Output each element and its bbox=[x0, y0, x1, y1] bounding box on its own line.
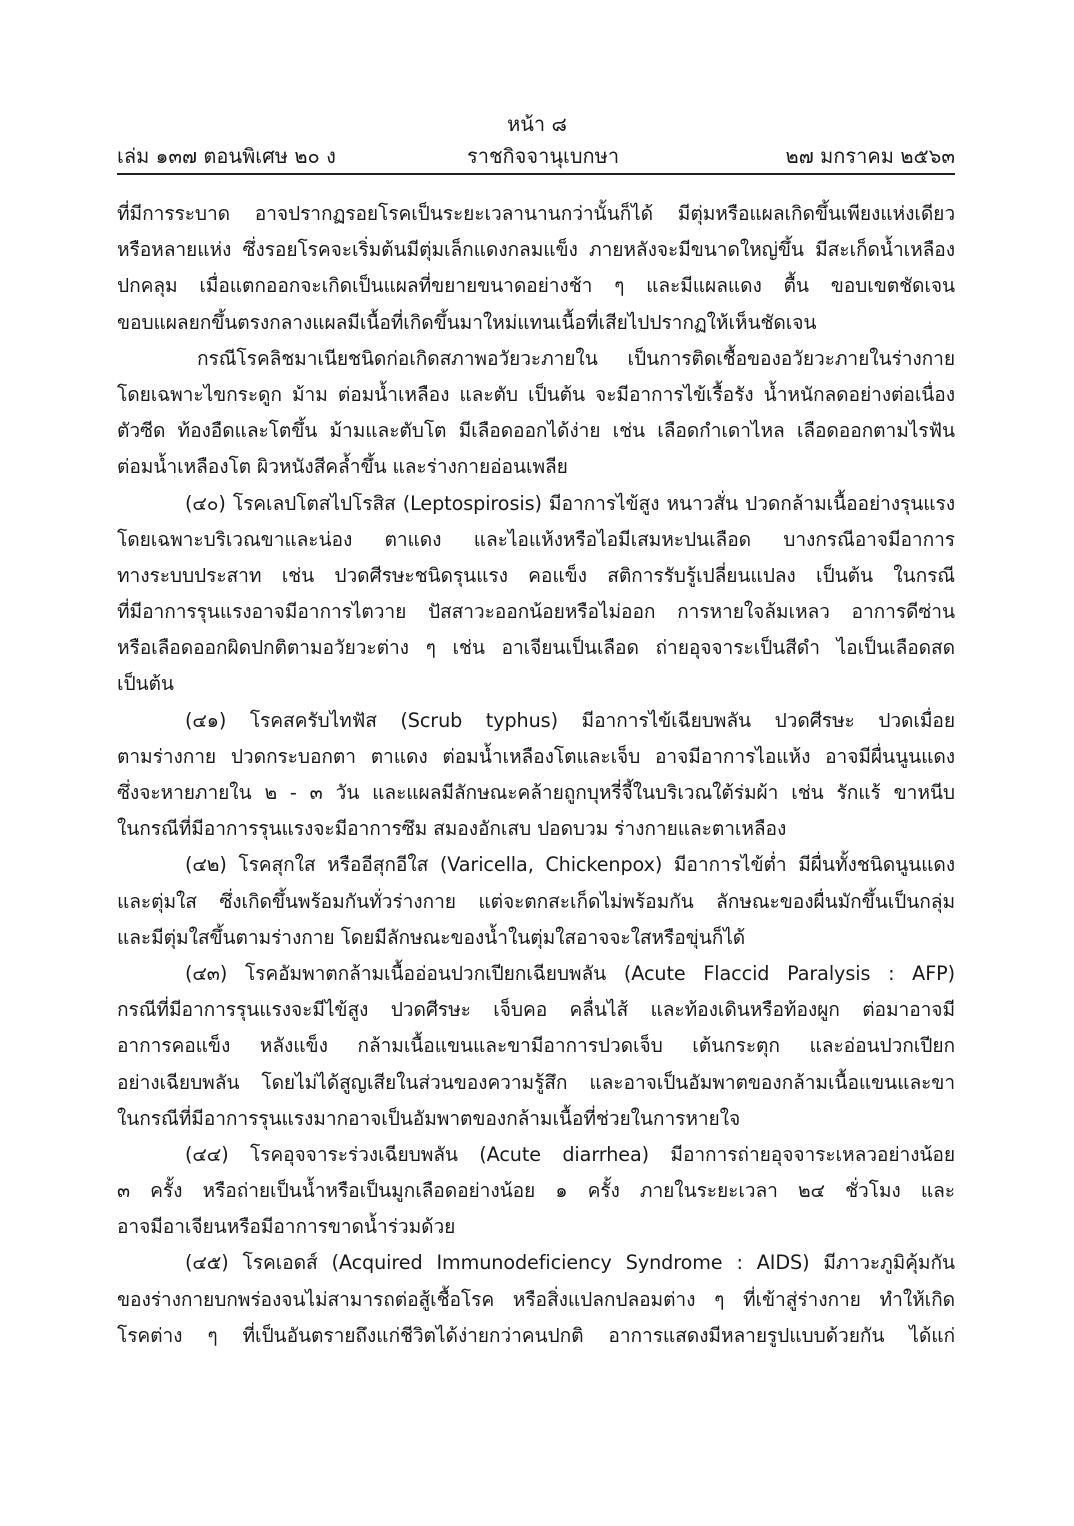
paragraph-first-line: กรณีโรคลิชมาเนียชนิดก่อเกิดสภาพอวัยวะภายใน เป็นการติดเชื้อของอวัยวะภายในร่างกาย bbox=[197, 346, 955, 370]
section-40-heading-line: (๔๐) โรคเลปโตสไปโรสิส (Leptospirosis) มีอาการไข้สูง หนาวสั่น ปวดกล้ามเนื้ออย่างรุนแรง bbox=[185, 491, 955, 515]
text-line: ที่มีอาการรุนแรงอาจมีอาการไตวาย ปัสสาวะออกน้อยหรือไม่ออก การหายใจล้มเหลว อาการดีซ่าน bbox=[117, 600, 955, 624]
header-divider bbox=[117, 173, 955, 175]
text-line: โดยเฉพาะบริเวณขาและน่อง ตาแดง และไอแห้งหรือไอมีเสมหะปนเลือด บางกรณีอาจมีอาการ bbox=[117, 527, 955, 551]
publication-date: ๒๗ มกราคม ๒๕๖๓ bbox=[785, 144, 955, 168]
section-44-heading-line: (๔๔) โรคอุจจาระร่วงเฉียบพลัน (Acute diarrhea) มีอาการถ่ายอุจจาระเหลวอย่างน้อย bbox=[185, 1142, 955, 1166]
page-number: หน้า ๘ bbox=[507, 112, 567, 136]
text-line: และมีตุ่มใสขึ้นตามร่างกาย โดยมีลักษณะของน้ำในตุ่มใสอาจจะใสหรือขุ่นก็ได้ bbox=[117, 925, 746, 949]
text-line: อาการคอแข็ง หลังแข็ง กล้ามเนื้อแขนและขามีอาการปวดเจ็บ เต้นกระตุก และอ่อนปวกเปียก bbox=[117, 1034, 955, 1058]
text-line: ของร่างกายบกพร่องจนไม่สามารถต่อสู้เชื้อโรค หรือสิ่งแปลกปลอมต่าง ๆ ที่เข้าสู่ร่างกาย ทำให้เกิด bbox=[117, 1287, 955, 1311]
document-body bbox=[117, 196, 955, 1354]
text-line: ในกรณีที่มีอาการรุนแรงมากอาจเป็นอัมพาตของกล้ามเนื้อที่ช่วยในการหายใจ bbox=[117, 1106, 741, 1130]
text-line: และตุ่มใส ซึ่งเกิดขึ้นพร้อมกันทั่วร่างกาย แต่จะตกสะเก็ดไม่พร้อมกัน ลักษณะของผื่นมักขึ้นเป็นกลุ่ม bbox=[117, 889, 955, 913]
text-line: ตามร่างกาย ปวดกระบอกตา ตาแดง ต่อมน้ำเหลืองโตและเจ็บ อาจมีอาการไอแห้ง อาจมีผื่นนูนแดง bbox=[117, 744, 955, 768]
text-line: ๓ ครั้ง หรือถ่ายเป็นน้ำหรือเป็นมูกเลือดอย่างน้อย ๑ ครั้ง ภายในระยะเวลา ๒๔ ชั่วโมง และ bbox=[117, 1179, 955, 1203]
text-line: โรคต่าง ๆ ที่เป็นอันตรายถึงแก่ชีวิตได้ง่ายกว่าคนปกติ อาการแสดงมีหลายรูปแบบด้วยกัน ได้แก่ bbox=[117, 1323, 955, 1347]
text-line: ในกรณีที่มีอาการรุนแรงจะมีอาการซึม สมองอักเสบ ปอดบวม ร่างกายและตาเหลือง bbox=[117, 817, 787, 841]
volume-info: เล่ม ๑๓๗ ตอนพิเศษ ๒๐ ง bbox=[117, 144, 336, 168]
text-line: ต่อมน้ำเหลืองโต ผิวหนังสีคล้ำขึ้น และร่างกายอ่อนเพลีย bbox=[117, 455, 568, 479]
gazette-header-row bbox=[117, 140, 955, 170]
text-line: หรือเลือดออกผิดปกติตามอวัยวะต่าง ๆ เช่น อาเจียนเป็นเลือด ถ่ายอุจจาระเป็นสีดำ ไอเป็นเลือดสด bbox=[117, 636, 955, 660]
text-line: ขอบแผลยกขึ้นตรงกลางแผลมีเนื้อที่เกิดขึ้นมาใหม่แทนเนื้อที่เสียไปปรากฏให้เห็นชัดเจน bbox=[117, 310, 817, 334]
section-43-heading-line: (๔๓) โรคอัมพาตกล้ามเนื้ออ่อนปวกเปียกเฉียบพลัน (Acute Flaccid Paralysis : AFP) bbox=[185, 961, 955, 985]
section-45-heading-line: (๔๕) โรคเอดส์ (Acquired Immunodeficiency Syndrome : AIDS) มีภาวะภูมิคุ้มกัน bbox=[185, 1251, 955, 1275]
section-41-heading-line: (๔๑) โรคสครับไทฟัส (Scrub typhus) มีอาการไข้เฉียบพลัน ปวดศีรษะ ปวดเมื่อย bbox=[185, 708, 955, 732]
text-line: โดยเฉพาะไขกระดูก ม้าม ต่อมน้ำเหลือง และตับ เป็นต้น จะมีอาการไข้เรื้อรัง น้ำหนักลดอย่างต่อเนื่อง bbox=[117, 382, 955, 406]
text-line: ที่มีการระบาด อาจปรากฏรอยโรคเป็นระยะเวลานานกว่านั้นก็ได้ มีตุ่มหรือแผลเกิดขึ้นเพียงแห่งเดียว bbox=[117, 202, 955, 225]
text-line: ซึ่งจะหายภายใน ๒ - ๓ วัน และแผลมีลักษณะคล้ายถูกบุหรี่จี้ในบริเวณใต้ร่มผ้า เช่น รักแร้ ขาหนีบ bbox=[117, 781, 955, 804]
text-line: ทางระบบประสาท เช่น ปวดศีรษะชนิดรุนแรง คอแข็ง สติการรับรู้เปลี่ยนแปลง เป็นต้น ในกรณี bbox=[117, 563, 955, 587]
section-42-heading-line: (๔๒) โรคสุกใส หรืออีสุกอีใส (Varicella, Chickenpox) มีอาการไข้ต่ำ มีผื่นทั้งชนิดนูนแดง bbox=[185, 853, 955, 877]
text-line: กรณีที่มีอาการรุนแรงจะมีไข้สูง ปวดศีรษะ เจ็บคอ คลื่นไส้ และท้องเดินหรือท้องผูก ต่อมาอาจมี bbox=[117, 998, 955, 1022]
text-line: หรือหลายแห่ง ซึ่งรอยโรคจะเริ่มต้นมีตุ่มเล็กแดงกลมแข็ง ภายหลังจะมีขนาดใหญ่ขึ้น มีสะเก็ดน้ำเหลือง bbox=[117, 238, 955, 262]
text-line: ตัวซีด ท้องอืดและโตขึ้น ม้ามและตับโต มีเลือดออกได้ง่าย เช่น เลือดกำเดาไหล เลือดออกตามไรฟัน bbox=[117, 419, 955, 443]
text-line: อาจมีอาเจียนหรือมีอาการขาดน้ำร่วมด้วย bbox=[117, 1215, 456, 1239]
publication-title: ราชกิจจานุเบกษา bbox=[467, 144, 620, 168]
text-line: เป็นต้น bbox=[117, 672, 174, 696]
text-line: ปกคลุม เมื่อแตกออกจะเกิดเป็นแผลที่ขยายขนาดอย่างช้า ๆ และมีแผลแดง ตื้น ขอบเขตชัดเจน bbox=[117, 274, 955, 298]
text-line: อย่างเฉียบพลัน โดยไม่ได้สูญเสียในส่วนของความรู้สึก และอาจเป็นอัมพาตของกล้ามเนื้อแขนและขา bbox=[117, 1070, 955, 1094]
